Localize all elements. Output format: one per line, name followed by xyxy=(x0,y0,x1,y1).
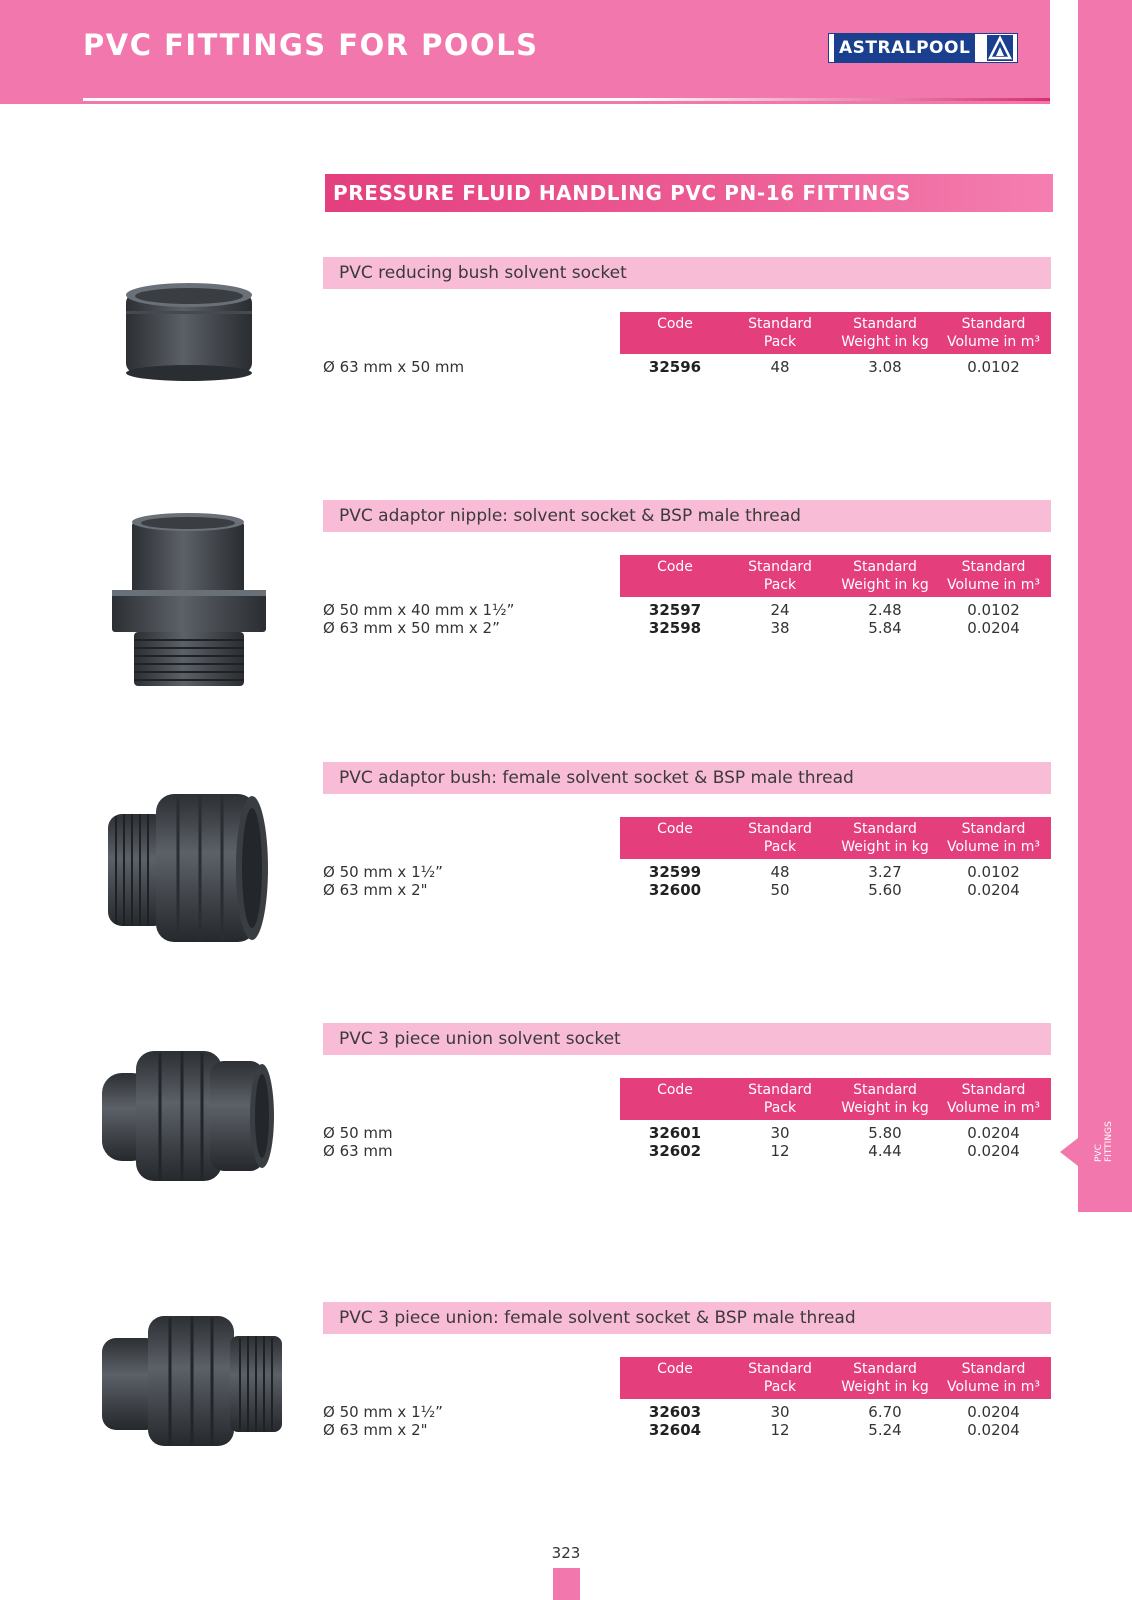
row-pack: 30 xyxy=(770,1124,790,1142)
row-volume: 0.0102 xyxy=(967,601,1020,619)
row-code: 32601 xyxy=(648,1124,702,1142)
col-pack: Standard Pack xyxy=(748,1361,812,1395)
col-pack: Standard Pack xyxy=(748,559,812,593)
row-pack: 12 xyxy=(770,1421,790,1439)
table-header xyxy=(620,1078,1051,1120)
product-block xyxy=(0,1023,1060,1243)
col-weight: Standard Weight in kg xyxy=(841,1082,929,1116)
row-code: 32603 xyxy=(648,1403,702,1421)
row-code: 32596 xyxy=(648,358,702,376)
col-volume: Standard Volume in m³ xyxy=(947,559,1040,593)
row-volume: 0.0204 xyxy=(967,1421,1020,1439)
row-size: Ø 63 mm x 50 mm x 2” xyxy=(323,619,500,637)
col-code: Code xyxy=(657,316,693,332)
row-pack: 24 xyxy=(770,601,790,619)
product-name: PVC adaptor bush: female solvent socket & BSP male thread xyxy=(323,762,1051,794)
row-pack: 38 xyxy=(770,619,790,637)
table-row xyxy=(323,1403,1051,1421)
table-header xyxy=(620,312,1051,354)
product-name: PVC 3 piece union: female solvent socket & BSP male thread xyxy=(323,1302,1051,1334)
table-row xyxy=(323,1124,1051,1142)
side-tab-pointer-icon xyxy=(1060,1138,1078,1166)
table-body xyxy=(323,863,1051,899)
col-volume: Standard Volume in m³ xyxy=(947,1082,1040,1116)
table-row xyxy=(323,1421,1051,1439)
row-pack: 48 xyxy=(770,863,790,881)
product-block xyxy=(0,1302,1060,1522)
product-name: PVC adaptor nipple: solvent socket & BSP male thread xyxy=(323,500,1051,532)
col-pack: Standard Pack xyxy=(748,1082,812,1116)
row-weight: 6.70 xyxy=(868,1403,902,1421)
section-title: PRESSURE FLUID HANDLING PVC PN-16 FITTINGS xyxy=(325,174,1053,212)
row-volume: 0.0204 xyxy=(967,1403,1020,1421)
row-volume: 0.0102 xyxy=(967,358,1020,376)
row-weight: 4.44 xyxy=(868,1142,902,1160)
row-volume: 0.0204 xyxy=(967,1142,1020,1160)
table-header xyxy=(620,817,1051,859)
row-code: 32602 xyxy=(648,1142,702,1160)
row-pack: 12 xyxy=(770,1142,790,1160)
col-code: Code xyxy=(657,1361,693,1377)
row-weight: 3.27 xyxy=(868,863,902,881)
table-header xyxy=(620,1357,1051,1399)
row-volume: 0.0204 xyxy=(967,881,1020,899)
page-number: 323 xyxy=(551,1544,581,1562)
row-weight: 5.24 xyxy=(868,1421,902,1439)
reducing-bush-icon xyxy=(118,277,260,387)
col-volume: Standard Volume in m³ xyxy=(947,316,1040,350)
row-code: 32604 xyxy=(648,1421,702,1439)
row-weight: 3.08 xyxy=(868,358,902,376)
row-weight: 5.60 xyxy=(868,881,902,899)
row-size: Ø 50 mm x 1½” xyxy=(323,863,443,881)
astralpool-logo xyxy=(828,33,1018,63)
row-size: Ø 63 mm xyxy=(323,1142,393,1160)
col-pack: Standard Pack xyxy=(748,821,812,855)
table-row xyxy=(323,1142,1051,1160)
row-size: Ø 50 mm x 1½” xyxy=(323,1403,443,1421)
table-row xyxy=(323,358,1051,376)
table-body xyxy=(323,601,1051,637)
product-block xyxy=(0,257,1060,477)
col-code: Code xyxy=(657,1082,693,1098)
logo-triangle-icon xyxy=(987,35,1013,61)
product-name: PVC 3 piece union solvent socket xyxy=(323,1023,1051,1055)
col-volume: Standard Volume in m³ xyxy=(947,1361,1040,1395)
row-code: 32600 xyxy=(648,881,702,899)
product-block xyxy=(0,762,1060,982)
row-size: Ø 63 mm x 50 mm xyxy=(323,358,465,376)
product-name: PVC reducing bush solvent socket xyxy=(323,257,1051,289)
col-volume: Standard Volume in m³ xyxy=(947,821,1040,855)
col-pack: Standard Pack xyxy=(748,316,812,350)
adaptor-bush-icon xyxy=(102,786,272,946)
col-code: Code xyxy=(657,559,693,575)
page-header xyxy=(0,0,1050,104)
row-volume: 0.0204 xyxy=(967,619,1020,637)
row-size: Ø 63 mm x 2" xyxy=(323,881,428,899)
col-weight: Standard Weight in kg xyxy=(841,316,929,350)
row-size: Ø 50 mm xyxy=(323,1124,393,1142)
table-body xyxy=(323,1403,1051,1439)
row-volume: 0.0204 xyxy=(967,1124,1020,1142)
product-block xyxy=(0,500,1060,720)
table-row xyxy=(323,601,1051,619)
row-code: 32597 xyxy=(648,601,702,619)
row-pack: 50 xyxy=(770,881,790,899)
table-row xyxy=(323,881,1051,899)
side-section-tab xyxy=(1078,0,1132,1212)
table-body xyxy=(323,358,1051,376)
table-row xyxy=(323,863,1051,881)
row-pack: 30 xyxy=(770,1403,790,1421)
col-code: Code xyxy=(657,821,693,837)
col-weight: Standard Weight in kg xyxy=(841,1361,929,1395)
row-weight: 5.80 xyxy=(868,1124,902,1142)
row-size: Ø 50 mm x 40 mm x 1½” xyxy=(323,601,515,619)
page-number-tab xyxy=(553,1568,580,1600)
logo-text: ASTRALPOOL xyxy=(834,34,975,62)
page-title: PVC FITTINGS FOR POOLS xyxy=(83,28,539,62)
table-row xyxy=(323,619,1051,637)
row-weight: 5.84 xyxy=(868,619,902,637)
col-weight: Standard Weight in kg xyxy=(841,821,929,855)
row-code: 32598 xyxy=(648,619,702,637)
row-volume: 0.0102 xyxy=(967,863,1020,881)
header-divider-accent xyxy=(630,98,1050,101)
union-threaded-icon xyxy=(100,1310,286,1450)
side-tab-label: PVC FITTINGS xyxy=(1094,1121,1114,1162)
row-code: 32599 xyxy=(648,863,702,881)
table-header xyxy=(620,555,1051,597)
table-body xyxy=(323,1124,1051,1160)
row-weight: 2.48 xyxy=(868,601,902,619)
row-pack: 48 xyxy=(770,358,790,376)
row-size: Ø 63 mm x 2" xyxy=(323,1421,428,1439)
union-icon xyxy=(98,1043,278,1189)
adaptor-nipple-icon xyxy=(108,512,270,692)
col-weight: Standard Weight in kg xyxy=(841,559,929,593)
